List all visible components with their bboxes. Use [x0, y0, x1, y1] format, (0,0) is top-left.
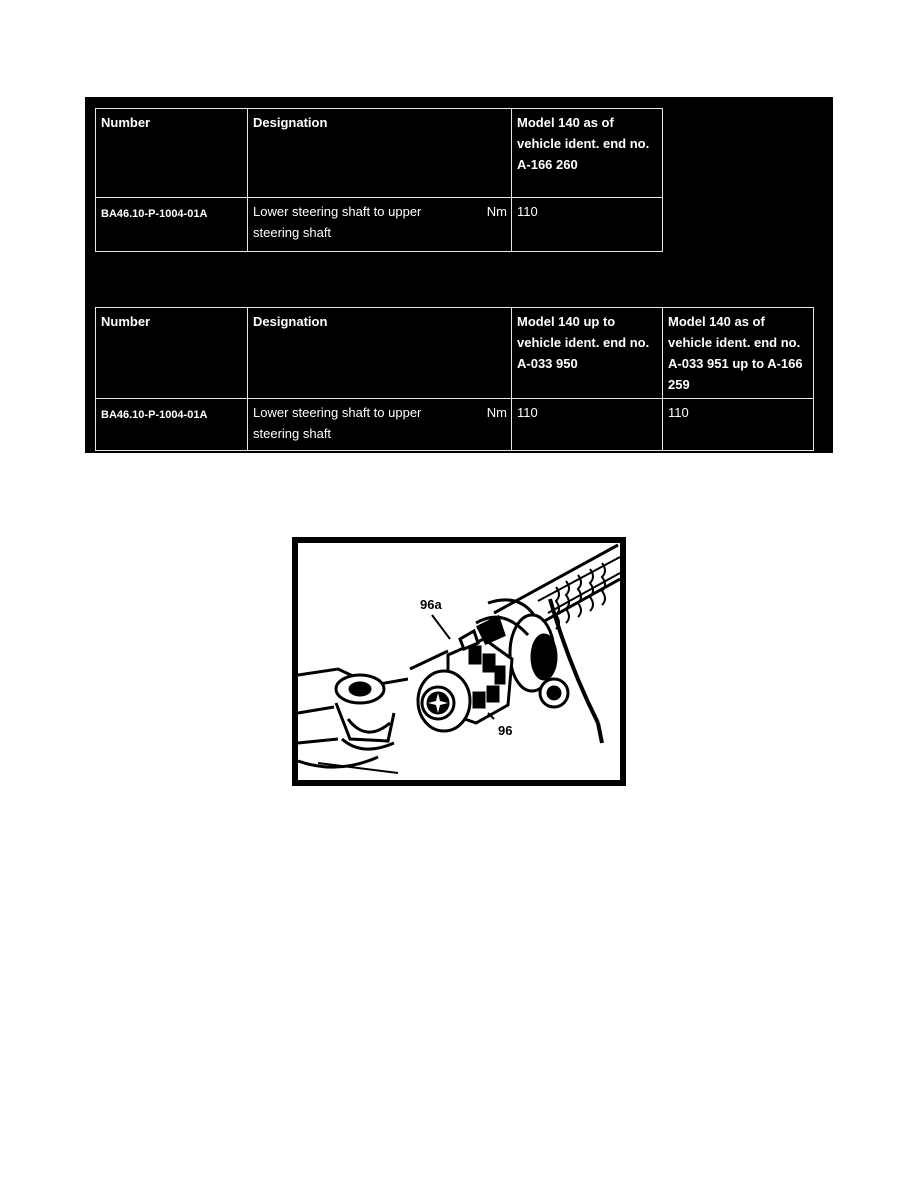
- row-number: BA46.10-P-1004-01A: [96, 399, 248, 451]
- designation-text: Lower steering shaft to upper steering shaft: [253, 405, 422, 441]
- designation-text: Lower steering shaft to upper steering shaft: [253, 204, 422, 240]
- table-row: [96, 198, 663, 252]
- steering-shaft-figure: [292, 537, 626, 786]
- steering-shaft-illustration: [298, 543, 620, 780]
- row-designation: [248, 399, 512, 451]
- unit-label: Nm: [486, 204, 507, 219]
- lower-steering-shaft-drawing: [298, 651, 470, 773]
- figure-drawing-area: [298, 543, 620, 780]
- row-value: 110: [512, 198, 663, 252]
- header-designation: Designation: [248, 109, 512, 198]
- table-row: [96, 399, 814, 451]
- table-header-row: [96, 109, 663, 198]
- torque-spec-panel: [85, 97, 833, 453]
- table-header-row: [96, 308, 814, 399]
- callout-96: 96: [498, 723, 513, 738]
- header-model-up-to: Model 140 up to vehicle ident. end no. A-033 950: [512, 308, 663, 399]
- header-designation: Designation: [248, 308, 512, 399]
- unit-label: Nm: [486, 405, 507, 420]
- torque-table-1: [95, 108, 663, 252]
- header-model-as-of: Model 140 as of vehicle ident. end no. A-166 260: [512, 109, 663, 198]
- row-value-as-of: 110: [663, 399, 814, 451]
- row-designation: [248, 198, 512, 252]
- torque-table-2: [95, 307, 814, 451]
- header-number: Number: [96, 109, 248, 198]
- row-value-up-to: 110: [512, 399, 663, 451]
- callout-96a: 96a: [420, 597, 442, 612]
- row-number: BA46.10-P-1004-01A: [96, 198, 248, 252]
- header-model-as-of: Model 140 as of vehicle ident. end no. A-033 951 up to A-166 259: [663, 308, 814, 399]
- header-number: Number: [96, 308, 248, 399]
